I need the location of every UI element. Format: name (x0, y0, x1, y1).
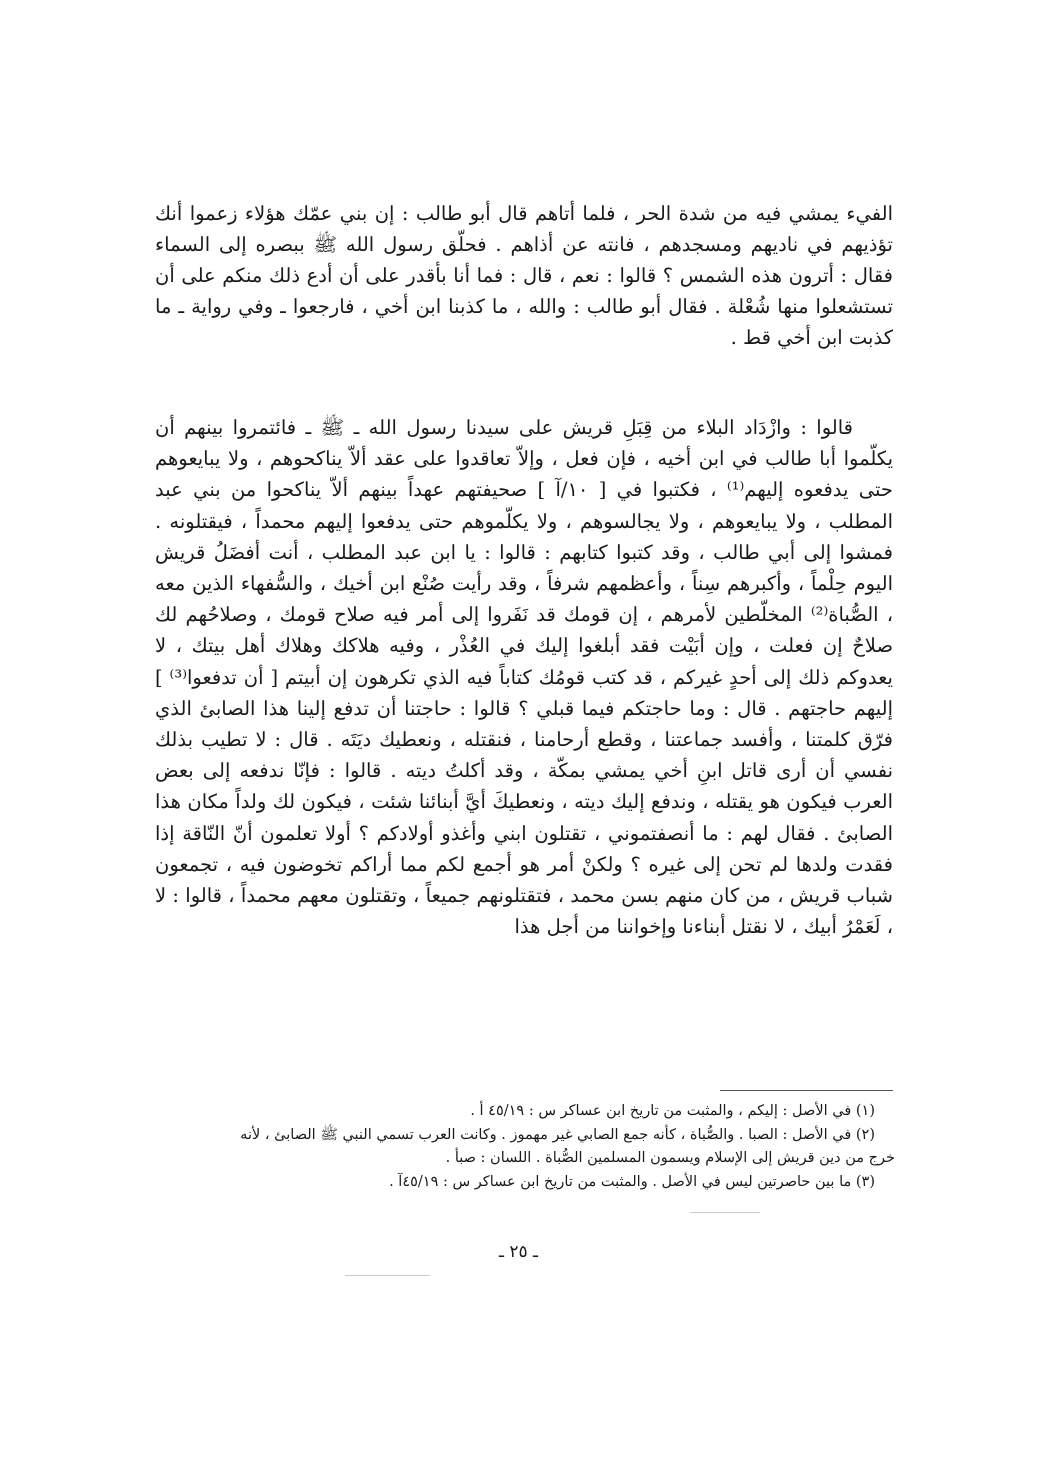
paragraph-main: قالوا : وازْدَاد البلاء من قِبَلِ قريش على سيدنا رسول الله ـ ﷺ ـ فائتمروا بينهم أن يكلّموا أبا طالب في ابن أخيه ، فإن فعل ، وإلاّ تعاقدوا على عقد ألاّ يناكحوهم ، ولا يبايعوهم حتى يدفعوه إليهم⁽¹⁾ ، فكتبوا في [ ١٠/آ ] صحيفتهم عهداً بينهم ألاّ يناكحوا من بني عبد المطلب ، ولا يبايعوهم ، ولا يجالسوهم ، ولا يكلّموهم حتى يدفعوا إليهم محمداً ، فيقتلونه . فمشوا إلى أبي طالب ، وقد كتبوا كتابهم : قالوا : يا ابن عبد المطلب ، أنت أفضَلُ قريش اليوم حِلْماً ، وأكبرهم سِناً ، وأعظمهم شرفاً ، وقد رأيت صُنْع ابن أخيك ، والسُّفهاء الذين معه ، الصُّباة⁽²⁾ المخلّطين لأمرهم ، إن قومك قد نَفَروا إلى أمر فيه صلاح قومك ، وصلاحُهم لك صلاحٌ إن فعلت ، وإن أبَيْت فقد أبلغوا إليك في العُذْر ، وفيه هلاكك وهلاك أهل بيتك ، لا يعدوكم ذلك إلى أحدٍ غيركم ، قد كتب قومُك كتاباً فيه الذي تكرهون إن أبيتم [ أن تدفعوا⁽³⁾ ] إليهم حاجتهم . قال : وما حاجتكم فيما قبلي ؟ قالوا : حاجتنا أن تدفع إلينا هذا الصابئ الذي فرّق كلمتنا ، وأفسد جماعتنا ، وقطع أرحامنا ، فنقتله ، ونعطيك ديَتَه . قال : لا تطيب بذلك نفسي أن أرى قاتل ابنِ أخي يمشي بمكّة ، وقد أكلتُ ديته . قالوا : فإنّا ندفعه إلى بعض العرب فيكون هو يقتله ، وندفع إليك ديته ، ونعطيكَ أيَّ أبنائنا شئت ، فيكون لك ولداً مكان هذا الصابئ . فقال لهم : ما أنصفتموني ، تقتلون ابني وأغذو أولادكم ؟ أولا تعلمون أنّ النّاقة إذا فقدت ولدها لم تحن إلى غيره ؟ ولكنْ أمر هو أجمع لكم مما أراكم تخوضون فيه ، تجمعون شباب قريش ، من كان منهم بسن محمد ، فتقتلونهم جميعاً ، وتقتلون معهم محمداً ، قالوا : لا ، لَعَمْرُ أبيك ، لا نقتل أبناءنا وإخواننا من أجل هذا (155, 416, 893, 939)
footnote-separator (720, 1090, 893, 1091)
footnotes (150, 1100, 895, 1194)
scan-mark (690, 1212, 760, 1213)
footnote-1: (١) في الأصل : إليكم ، والمثبت من تاريخ ابن عساكر س : ٤٥/١٩ أ . (470, 1103, 875, 1119)
page-number: ـ ٢٥ ـ (498, 1242, 539, 1262)
footnote-2-line-1: (٢) في الأصل : الصبا . والصُّباة ، كأنه جمع الصابي غير مهموز . وكانت العرب تسمي النبي ﷺ الصابئ ، لأنه (240, 1126, 875, 1143)
footnote-3: (٣) ما بين حاصرتين ليس في الأصل . والمثبت من تاريخ ابن عساكر س : ٤٥/١٩آ . (389, 1173, 875, 1190)
paragraph-continued: الفيء يمشي فيه من شدة الحر ، فلما أتاهم قال أبو طالب : إن بني عمّك هؤلاء زعموا أنك تؤذيهم في ناديهم ومسجدهم ، فانته عن أذاهم . فحلّق رسول الله ﷺ ببصره إلى السماء فقال : أترون هذه الشمس ؟ قالوا : نعم ، قال : فما أنا بأقدر على أن أدع ذلك منكم على أن تستشعلوا منها شُعْلة . فقال أبو طالب : والله ، ما كذبنا ابن أخي ، فارجعوا ـ وفي رواية ـ ما كذبت ابن أخي قط . (155, 202, 893, 349)
scan-mark (345, 1275, 430, 1276)
footnote-2-line-2: خرج من دين قريش إلى الإسلام ويسمون المسلمين الصُّباة . اللسان : صبأ . (445, 1150, 895, 1166)
